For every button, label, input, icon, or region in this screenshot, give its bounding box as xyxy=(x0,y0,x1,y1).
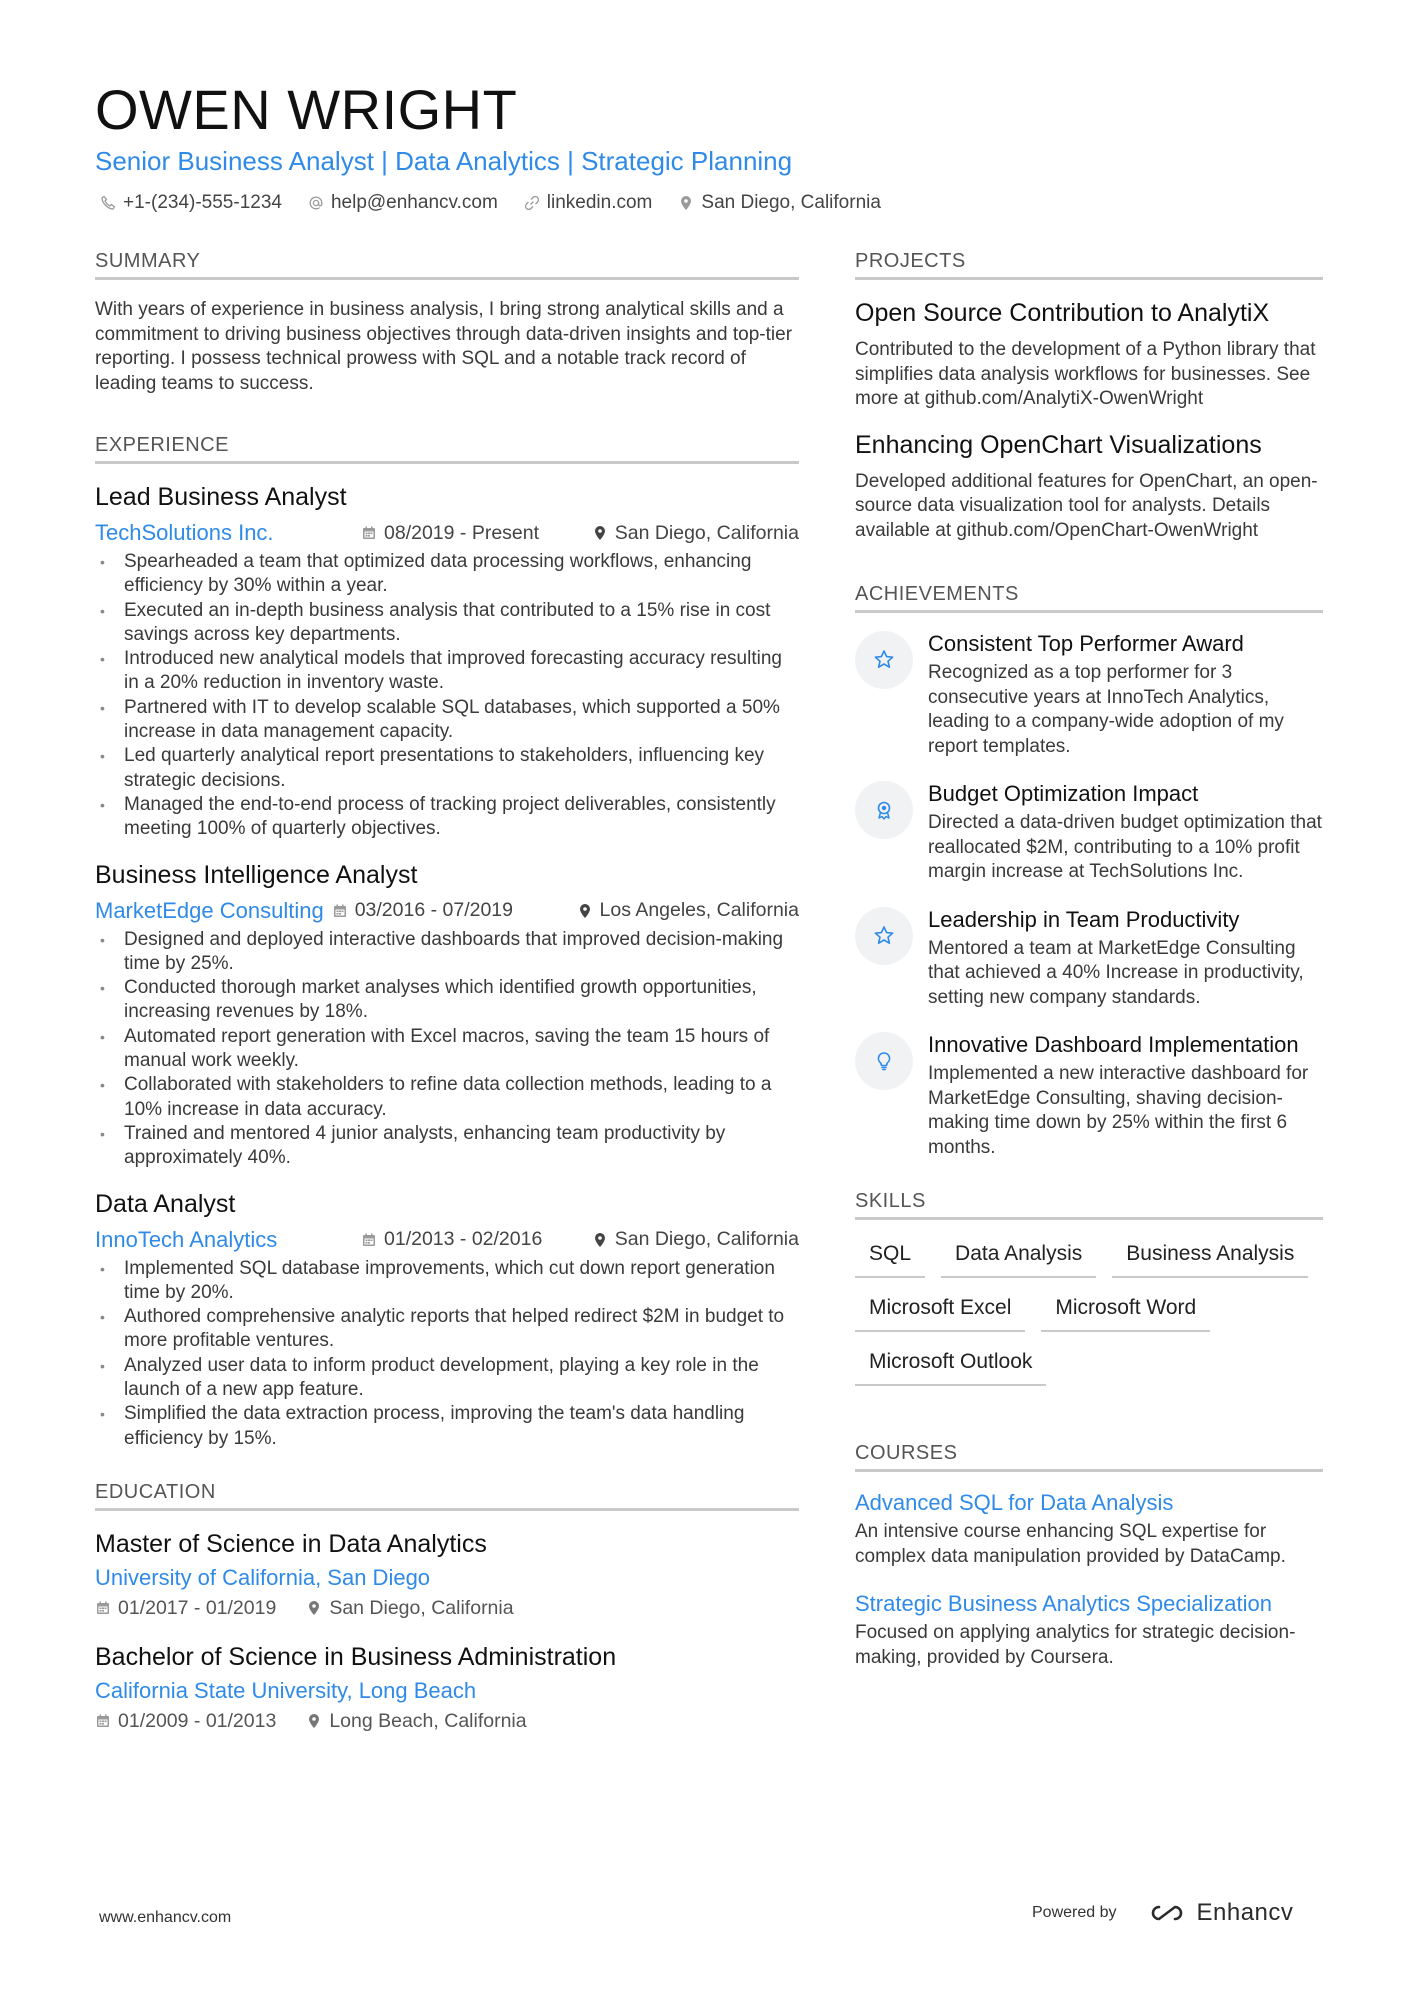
project-description: Contributed to the development of a Python library that simplifies data analysis workflows for businesses. See more at github.com/AnalytiX-OwenWright xyxy=(855,339,1316,409)
projects-section xyxy=(855,250,1323,543)
company-name[interactable]: InnoTech Analytics xyxy=(95,1226,278,1252)
candidate-name: OWEN WRIGHT xyxy=(95,78,518,141)
role-meta xyxy=(95,520,799,546)
experience-role xyxy=(95,482,799,842)
achievement-item xyxy=(855,1032,1323,1160)
role-location xyxy=(577,899,799,922)
left-column xyxy=(95,250,799,1771)
education-dates-text: 01/2009 - 01/2013 xyxy=(118,1709,277,1732)
project-item xyxy=(855,298,1323,412)
achievement-title: Innovative Dashboard Implementation xyxy=(928,1032,1299,1057)
list-item: • Implemented SQL database improvements, which cut down report generation time by 20%. xyxy=(95,1257,799,1306)
summary-section xyxy=(95,250,799,396)
list-item: • Introduced new analytical models that improved forecasting accuracy resulting in a 20% reduction in inventory waste. xyxy=(95,647,799,696)
education-dates xyxy=(95,1597,276,1620)
education-dates-text: 01/2017 - 01/2019 xyxy=(118,1596,277,1619)
contact-phone[interactable] xyxy=(100,192,282,214)
role-location-text: San Diego, California xyxy=(614,521,799,544)
achievement-item xyxy=(855,631,1323,759)
project-title: Enhancing OpenChart Visualizations xyxy=(855,430,1262,459)
project-item xyxy=(855,430,1323,544)
role-bullets xyxy=(95,550,799,842)
role-dates xyxy=(332,899,513,922)
role-dates-text: 03/2016 - 07/2019 xyxy=(354,899,513,922)
achievement-text: Implemented a new interactive dashboard for MarketEdge Consulting, shaving decision-making time down by 25% within the first 6 months. xyxy=(928,1063,1309,1158)
skill-tag: Microsoft Excel xyxy=(855,1292,1025,1332)
project-title: Open Source Contribution to AnalytiX xyxy=(855,299,1270,327)
star-icon xyxy=(855,631,913,689)
achievement-body xyxy=(928,1032,1323,1160)
education-section xyxy=(95,1481,799,1733)
section-title-courses: COURSES xyxy=(855,1442,1323,1472)
achievement-body xyxy=(928,631,1323,759)
experience-role xyxy=(95,1189,799,1451)
list-item: • Analyzed user data to inform product development, playing a key role in the launch of a new app feature. xyxy=(95,1354,799,1403)
at-icon xyxy=(308,195,324,211)
course-item xyxy=(855,1591,1323,1670)
school-name[interactable]: University of California, San Diego xyxy=(95,1564,431,1590)
list-item: • Partnered with IT to develop scalable SQL databases, which supported a 50% increase in data management capacity. xyxy=(95,696,799,745)
company-name[interactable]: MarketEdge Consulting xyxy=(95,897,324,923)
linkedin-text: linkedin.com xyxy=(546,192,653,213)
school-name[interactable]: California State University, Long Beach xyxy=(95,1677,477,1703)
summary-text: With years of experience in business analysis, I bring strong analytical skills and a commitment to driving business objectives through data-driven insights and top-tier reporting. I possess technical prowess with SQL and a notable track record of leading teams to success. xyxy=(95,299,793,394)
achievement-text: Recognized as a top performer for 3 consecutive years at InnoTech Analytics, leading to a company-wide adoption of my report templates. xyxy=(928,662,1284,757)
degree-title: Bachelor of Science in Business Administration xyxy=(95,1642,617,1671)
skill-tag: Data Analysis xyxy=(941,1238,1096,1278)
education-item xyxy=(95,1529,799,1620)
education-meta xyxy=(95,1597,799,1620)
list-item: • Led quarterly analytical report presentations to stakeholders, influencing key strategic decisions. xyxy=(95,744,799,793)
list-item: • Spearheaded a team that optimized data processing workflows, enhancing efficiency by 30% within a year. xyxy=(95,550,799,599)
section-title-achievements: ACHIEVEMENTS xyxy=(855,583,1323,613)
role-title: Business Intelligence Analyst xyxy=(95,860,418,889)
role-meta xyxy=(95,898,799,924)
calendar-icon xyxy=(361,525,377,541)
role-meta xyxy=(95,1227,799,1253)
location-text: San Diego, California xyxy=(701,192,881,213)
experience-section xyxy=(95,434,799,1451)
list-item: • Simplified the data extraction process, improving the team's data handling efficiency by 15%. xyxy=(95,1402,799,1451)
role-title: Data Analyst xyxy=(95,1189,236,1218)
section-title-experience: EXPERIENCE xyxy=(95,434,799,464)
section-title-projects: PROJECTS xyxy=(855,250,1323,280)
education-location xyxy=(306,1710,526,1733)
list-item: • Authored comprehensive analytic reports that helped redirect $2M in budget to more profitable ventures. xyxy=(95,1305,799,1354)
role-dates-text: 08/2019 - Present xyxy=(384,521,540,544)
location-pin-icon xyxy=(678,195,694,211)
star-icon xyxy=(855,907,913,965)
list-item: • Designed and deployed interactive dashboards that improved decision-making time by 25%. xyxy=(95,928,799,977)
achievement-item xyxy=(855,907,1323,1011)
section-title-education: EDUCATION xyxy=(95,1481,799,1511)
award-icon xyxy=(855,781,913,839)
course-description: Focused on applying analytics for strategic decision-making, provided by Coursera. xyxy=(855,1622,1296,1668)
achievements-section xyxy=(855,583,1323,1160)
role-location xyxy=(592,522,799,545)
company-name[interactable]: TechSolutions Inc. xyxy=(95,520,274,545)
achievement-item xyxy=(855,781,1323,885)
list-item: • Automated report generation with Excel macros, saving the team 15 hours of manual work weekly. xyxy=(95,1025,799,1074)
courses-section xyxy=(855,1442,1323,1670)
role-title: Lead Business Analyst xyxy=(95,483,347,511)
achievement-text: Mentored a team at MarketEdge Consulting that achieved a 40% Increase in productivity, setting new company standards. xyxy=(928,937,1304,1008)
calendar-icon xyxy=(95,1713,111,1729)
list-item: • Executed an in-depth business analysis that contributed to a 15% rise in cost savings across key departments. xyxy=(95,599,799,648)
education-meta xyxy=(95,1710,799,1733)
role-dates xyxy=(361,1228,542,1251)
course-title[interactable]: Strategic Business Analytics Specialization xyxy=(855,1591,1272,1616)
degree-title: Master of Science in Data Analytics xyxy=(95,1529,487,1558)
lightbulb-icon xyxy=(855,1032,913,1090)
phone-text: +1-(234)-555-1234 xyxy=(123,192,282,213)
achievement-title: Leadership in Team Productivity xyxy=(928,906,1240,932)
project-description: Developed additional features for OpenChart, an open-source data visualization tool for analysts. Details available at github.com/OpenChart-OwenWright xyxy=(855,470,1318,541)
location-pin-icon xyxy=(592,1232,608,1248)
skills-section xyxy=(855,1190,1323,1386)
skill-tag: Business Analysis xyxy=(1112,1238,1308,1278)
footer-branding xyxy=(1032,1899,1293,1927)
role-bullets xyxy=(95,928,799,1171)
brand-logo[interactable] xyxy=(1145,1899,1294,1927)
contact-email[interactable] xyxy=(308,192,498,214)
achievement-title: Consistent Top Performer Award xyxy=(928,631,1244,656)
location-pin-icon xyxy=(592,525,608,541)
education-location-text: San Diego, California xyxy=(329,1596,514,1619)
skill-tag: SQL xyxy=(855,1238,925,1278)
role-location-text: San Diego, California xyxy=(614,1228,799,1251)
list-item: • Trained and mentored 4 junior analysts, enhancing team productivity by approximately 40%. xyxy=(95,1122,799,1171)
achievement-body xyxy=(928,781,1323,885)
education-item xyxy=(95,1642,799,1733)
education-dates xyxy=(95,1710,276,1733)
calendar-icon xyxy=(332,903,348,919)
achievement-text: Directed a data-driven budget optimization that reallocated $2M, contributing to a 10% profit margin increase at TechSolutions Inc. xyxy=(928,812,1322,882)
role-bullets xyxy=(95,1257,799,1451)
phone-icon xyxy=(100,195,116,211)
role-location xyxy=(592,1228,799,1251)
list-item: • Conducted thorough market analyses which identified growth opportunities, increasing revenues by 18%. xyxy=(95,976,799,1025)
course-description: An intensive course enhancing SQL expertise for complex data manipulation provided by DataCamp. xyxy=(855,1521,1286,1567)
right-column xyxy=(855,250,1323,1708)
skill-tag: Microsoft Outlook xyxy=(855,1346,1046,1386)
calendar-icon xyxy=(95,1600,111,1616)
course-item xyxy=(855,1490,1323,1569)
section-title-skills: SKILLS xyxy=(855,1190,1323,1220)
contact-location xyxy=(678,192,881,214)
footer-website[interactable]: www.enhancv.com xyxy=(99,1909,232,1926)
headline: Senior Business Analyst | Data Analytics | Strategic Planning xyxy=(95,146,793,176)
contact-bar xyxy=(100,192,881,214)
link-icon xyxy=(524,195,540,211)
brand-name: Enhancv xyxy=(1196,1899,1294,1926)
skill-tag: Microsoft Word xyxy=(1041,1292,1210,1332)
skills-list xyxy=(855,1238,1323,1386)
role-dates xyxy=(361,522,539,545)
role-dates-text: 01/2013 - 02/2016 xyxy=(384,1228,543,1251)
location-pin-icon xyxy=(577,903,593,919)
list-item: • Collaborated with stakeholders to refine data collection methods, leading to a 10% increase in data accuracy. xyxy=(95,1073,799,1122)
enhancv-logo-icon xyxy=(1145,1901,1189,1925)
powered-by-label: Powered by xyxy=(1032,1904,1117,1921)
email-text: help@enhancv.com xyxy=(330,192,498,213)
section-title-summary: SUMMARY xyxy=(95,250,799,280)
achievement-body xyxy=(928,907,1323,1011)
location-pin-icon xyxy=(306,1713,322,1729)
education-location xyxy=(306,1597,513,1620)
course-title[interactable]: Advanced SQL for Data Analysis xyxy=(855,1490,1174,1515)
location-pin-icon xyxy=(306,1600,322,1616)
experience-role xyxy=(95,860,799,1171)
education-location-text: Long Beach, California xyxy=(329,1709,527,1732)
contact-linkedin[interactable] xyxy=(524,192,653,214)
list-item: • Managed the end-to-end process of tracking project deliverables, consistently meeting 100% of quarterly objectives. xyxy=(95,793,799,842)
role-location-text: Los Angeles, California xyxy=(599,899,799,922)
achievement-title: Budget Optimization Impact xyxy=(928,781,1199,806)
calendar-icon xyxy=(361,1232,377,1248)
